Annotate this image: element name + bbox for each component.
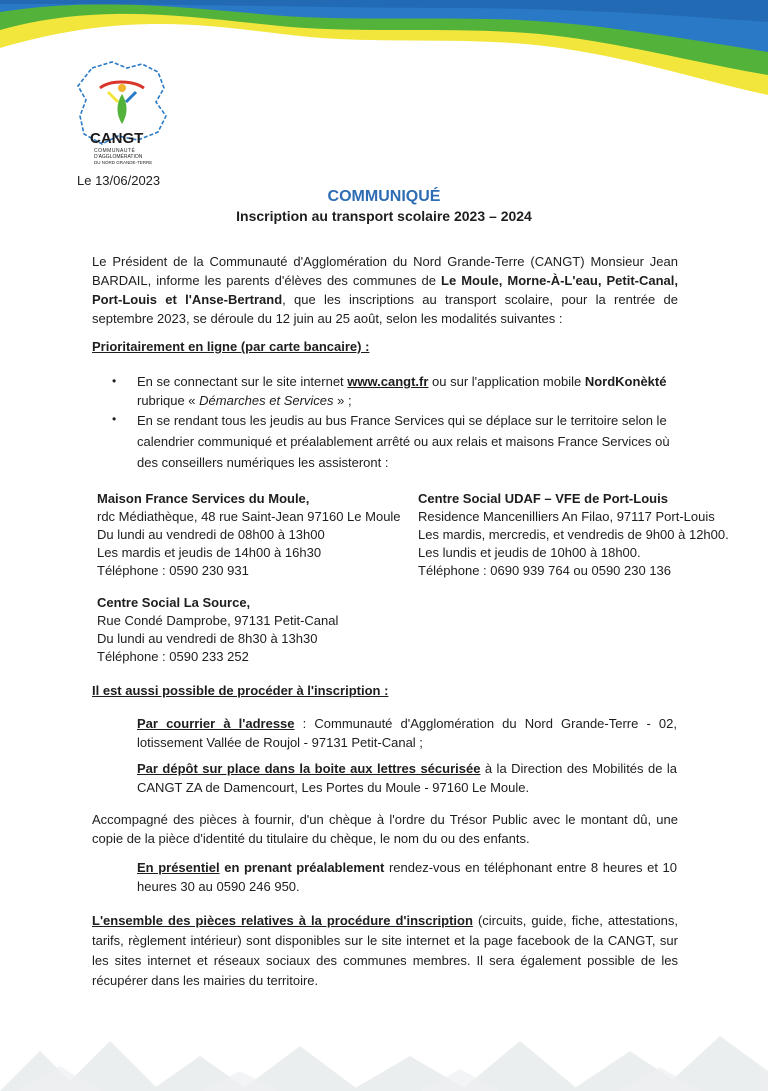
contact-block-port-louis: Centre Social UDAF – VFE de Port-Louis Residence Mancenilliers An Filao, 97117 Port-Louis Les mardis, mercredis, et vendredis de 9h00 à 12h00. Les lundis et jeudis de 10h00 à 18h00. Téléphone : 0690 939 764 ou 0590 230 136: [418, 491, 729, 578]
logo-tagline-1: COMMUNAUTÉ: [94, 148, 136, 154]
deposit-option: Par dépôt sur place dans la boite aux lettres sécurisée à la Direction des Mobilités de la CANGT ZA de Damencourt, Les Portes du Moule - 97160 Le Moule.: [137, 761, 678, 795]
page-title: COMMUNIQUÉ: [327, 188, 441, 205]
page-subtitle: Inscription au transport scolaire 2023 – 2024: [236, 208, 532, 224]
logo-tagline-3: DU NORD GRANDE-TERRE: [94, 160, 153, 165]
in-person-option: En présentiel en prenant préalablement rendez-vous en téléphonant entre 8 heures et 10 heures 30 au 0590 246 950.: [137, 860, 677, 894]
mail-option: Par courrier à l'adresse : Communauté d'Agglomération du Nord Grande-Terre - 02, lotissement Vallée de Roujol - 97131 Petit-Canal ;: [137, 716, 677, 750]
footer-pattern-decoration: [0, 1001, 768, 1091]
bullet-online-site: En se connectant sur le site internet www.cangt.fr ou sur l'application mobile NordKonèkté rubrique « Démarches et Services » ;: [137, 374, 667, 408]
cangt-logo: [72, 58, 172, 170]
bullet-icon: •: [112, 374, 117, 388]
app-name: NordKonèkté: [584, 374, 667, 389]
bullet-france-services: En se rendant tous les jeudis au bus France Services qui se déplace sur le territoire selon le calendrier communiqué et préalablement arrêté ou aux relais et maisons France Services où des conseillers numériques les assisteront :: [137, 413, 670, 470]
bullet-icon: •: [112, 412, 117, 426]
accompanied-paragraph: Accompagné des pièces à fournir, d'un chèque à l'ordre du Trésor Public avec le montant dû, une copie de la pièce d'identité du titulaire du chèque, le nom du ou des enfants.: [92, 812, 678, 846]
contact-block-moule: Maison France Services du Moule, rdc Médiathèque, 48 rue Saint-Jean 97160 Le Moule Du lundi au vendredi de 08h00 à 13h00 Les mardis et jeudis de 14h00 à 16h30 Téléphone : 0590 230 931: [97, 491, 401, 578]
online-heading: Prioritairement en ligne (par carte bancaire) :: [92, 339, 370, 354]
date: Le 13/06/2023: [77, 173, 161, 188]
intro-paragraph: Le Président de la Communauté d'Agglomération du Nord Grande-Terre (CANGT) Monsieur Jean BARDAIL, informe les parents d'élèves des communes de Le Moule, Morne-À-L'eau, Petit-Canal, Port-Louis et l'Anse-Bertrand, que les inscriptions au transport scolaire, pour la rentrée de septembre 2023, se déroule du 12 juin au 25 août, selon les modalités suivantes :: [92, 254, 678, 326]
other-heading: Il est aussi possible de procéder à l'inscription :: [92, 683, 389, 698]
logo-name: CANGT: [90, 130, 144, 147]
documents-paragraph: L'ensemble des pièces relatives à la procédure d'inscription (circuits, guide, fiche, attestations, tarifs, règlement intérieur) sont disponibles sur le site internet et la page facebook de la CANGT, sur les sites internet et réseaux sociaux des communes membres. Il sera également possible de les récupérer dans les mairies du territoire.: [92, 913, 678, 988]
logo-tagline-2: D'AGGLOMÉRATION: [94, 154, 143, 160]
website-link[interactable]: www.cangt.fr: [347, 374, 429, 389]
communes-list: Le Moule, Morne-À-L'eau, Petit-Canal, Port-Louis et l'Anse-Bertrand: [92, 273, 678, 307]
contact-block-la-source: Centre Social La Source, Rue Condé Damprobe, 97131 Petit-Canal Du lundi au vendredi de 8h30 à 13h30 Téléphone : 0590 233 252: [97, 595, 339, 664]
